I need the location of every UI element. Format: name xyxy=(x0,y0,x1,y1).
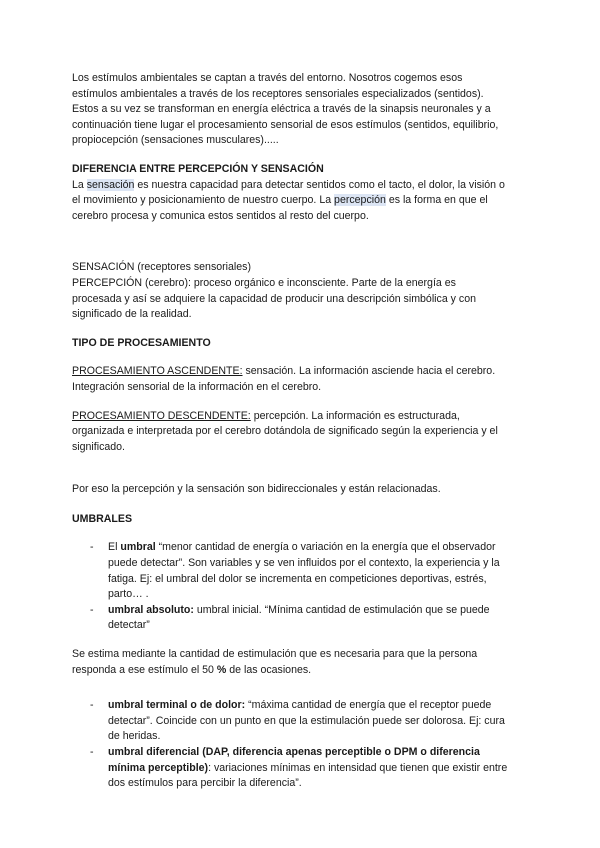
intro-paragraph xyxy=(72,71,532,149)
text-line: cerebro procesa y comunica estos sentidos al resto del cuerpo. xyxy=(72,209,369,222)
list-item: - umbral absoluto: umbral inicial. “Mínima cantidad de estimulación que se puede detectar” xyxy=(72,603,532,634)
list-item: - umbral terminal o de dolor: “máxima cantidad de energía que el receptor puede detectar”. Coincide con un punto en que la estimulación puede ser dolorosa. Ej: cura de heridas. xyxy=(72,698,532,745)
text-line: SENSACIÓN (receptores sensoriales) xyxy=(72,261,251,274)
label-ascendente: PROCESAMIENTO ASCENDENTE: xyxy=(72,365,243,378)
heading-diferencia: DIFERENCIA ENTRE PERCEPCIÓN Y SENSACIÓN xyxy=(72,162,324,175)
procesamiento-ascendente xyxy=(72,364,532,395)
document-page xyxy=(72,71,532,792)
text-line: organizada e interpretada por el cerebro dotándola de significado según la experiencia y el xyxy=(72,425,498,438)
list-item: - El umbral “menor cantidad de energía o variación en la energía que el observador puede detectar”. Son variables y se ven influidos por el contexto, la experiencia y la fatiga. Ej: el umbral del dolor se incrementa en competiciones deportivas, estrés, parto… . xyxy=(72,540,532,602)
text-line: significado de la realidad. xyxy=(72,308,192,321)
text-line: significado. xyxy=(72,440,125,453)
text-line: responda a ese estímulo el 50 % de las ocasiones. xyxy=(72,663,312,676)
text-line: PERCEPCIÓN (cerebro): proceso orgánico e inconsciente. Parte de la energía es xyxy=(72,276,456,289)
conclusion-line: Por eso la percepción y la sensación son bidireccionales y están relacionadas. xyxy=(72,483,441,496)
text-line: propiocepción (sensaciones musculares)..... xyxy=(72,134,279,147)
text-line: La sensación es nuestra capacidad para detectar sentidos como el tacto, el dolor, la visión o xyxy=(72,178,505,191)
umbrales-list-1 xyxy=(72,540,532,634)
text-line: Se estima mediante la cantidad de estimulación que es necesaria para que la persona xyxy=(72,648,478,661)
text-line: PROCESAMIENTO ASCENDENTE: sensación. La información asciende hacia el cerebro. xyxy=(72,365,496,378)
highlight-percepcion: percepción xyxy=(334,194,386,207)
text-line: procesada y así se adquiere la capacidad de producir una descripción simbólica y con xyxy=(72,292,476,305)
highlight-sensacion: sensación xyxy=(86,178,135,191)
text-line: el movimiento y posicionamiento de nuestro cuerpo. La percepción es la forma en que el xyxy=(72,194,488,207)
definiciones-paragraph xyxy=(72,260,532,322)
text-line: Los estímulos ambientales se captan a través del entorno. Nosotros cogemos esos xyxy=(72,72,463,84)
heading-procesamiento: TIPO DE PROCESAMIENTO xyxy=(72,336,211,349)
label-descendente: PROCESAMIENTO DESCENDENTE: xyxy=(72,409,251,422)
text-line: PROCESAMIENTO DESCENDENTE: percepción. La información es estructurada, xyxy=(72,409,460,422)
diferencia-paragraph xyxy=(72,178,532,225)
text-line: Estos a su vez se transforman en energía eléctrica a través de la sinapsis neuronales y a xyxy=(72,103,491,116)
estima-paragraph xyxy=(72,647,532,678)
procesamiento-descendente xyxy=(72,409,532,456)
list-item: - umbral diferencial (DAP, diferencia apenas perceptible o DPM o diferencia mínima perceptible): variaciones mínimas en intensidad que tienen que existir entre dos estímulos para percibir la diferencia”. xyxy=(72,745,532,792)
text-line: continuación tiene lugar el procesamiento sensorial de esos estímulos (sentidos, equilibrio, xyxy=(72,118,499,131)
heading-umbrales: UMBRALES xyxy=(72,512,133,525)
text-line: Integración sensorial de la información en el cerebro. xyxy=(72,380,322,393)
umbrales-list-2 xyxy=(72,698,532,792)
text-line: estímulos ambientales a través de los receptores sensoriales especializados (sentidos). xyxy=(72,87,484,100)
